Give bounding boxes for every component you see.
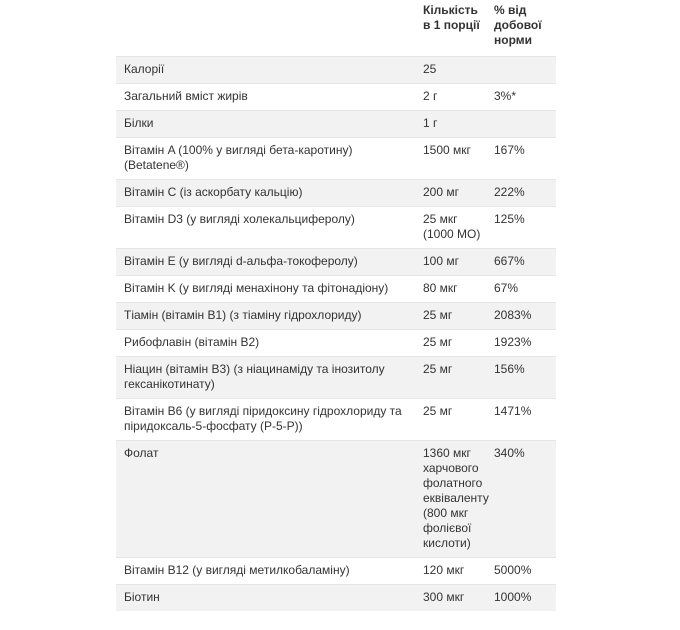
- table-row: [116, 83, 556, 110]
- nutrient-amount: 25 мг: [423, 404, 453, 418]
- nutrient-amount: 200 мг: [423, 185, 459, 199]
- nutrient-amount: 1360 мкг харчового фолатного еквіваленту (800 мкг фолієвої кислоти): [423, 446, 489, 550]
- table-row: [116, 557, 556, 584]
- nutrient-amount: 25: [423, 62, 437, 76]
- table-row: [116, 248, 556, 275]
- nutrient-amount: 1 г: [423, 116, 438, 130]
- nutrient-amount: 25 мкг (1000 МО): [423, 212, 481, 241]
- nutrient-amount: 80 мкг: [423, 281, 458, 295]
- nutrient-name: Вітамін C (із аскорбату кальцію): [124, 185, 303, 199]
- nutrient-daily-value: 1000%: [494, 590, 532, 604]
- nutrient-amount: 2 г: [423, 89, 438, 103]
- nutrient-name: Вітамін E (у вигляді d-альфа-токоферолу): [124, 254, 358, 268]
- nutrient-amount: 100 мг: [423, 254, 459, 268]
- nutrient-daily-value: 2083%: [494, 308, 532, 322]
- nutrient-daily-value: 1923%: [494, 335, 532, 349]
- nutrient-name: Рибофлавін (вітамін B2): [124, 335, 260, 349]
- nutrient-name: Біотин: [124, 590, 160, 604]
- nutrient-name: Загальний вміст жирів: [124, 89, 248, 103]
- nutrient-name: Калорії: [124, 62, 165, 76]
- header-daily-value: % від добової норми: [494, 3, 542, 47]
- nutrient-amount: 25 мг: [423, 362, 453, 376]
- table-row: [116, 56, 556, 83]
- nutrient-name: Вітамін B6 (у вигляді піридоксину гідрохлориду та піридоксаль-5-фосфату (P-5-P)): [124, 404, 402, 433]
- nutrient-name: Вітамін K (у вигляді менахінону та фітонадіону): [124, 281, 389, 295]
- nutrient-amount: 300 мкг: [423, 590, 465, 604]
- table-row: [116, 179, 556, 206]
- table-row: [116, 137, 556, 179]
- nutrient-name: Вітамін A (100% у вигляді бета-каротину) (Betatene®): [124, 143, 353, 172]
- nutrient-amount: 120 мкг: [423, 563, 465, 577]
- nutrient-daily-value: 167%: [494, 143, 525, 157]
- nutrient-daily-value: [488, 111, 556, 137]
- nutrient-daily-value: 125%: [494, 212, 525, 226]
- nutrient-daily-value: [488, 57, 556, 83]
- table-row: [116, 110, 556, 137]
- nutrient-daily-value: 5000%: [494, 563, 532, 577]
- nutrient-amount: 1500 мкг: [423, 143, 471, 157]
- table-header-row: [116, 0, 556, 56]
- table-row: [116, 275, 556, 302]
- nutrient-daily-value: 667%: [494, 254, 525, 268]
- nutrient-daily-value: 3%*: [494, 89, 517, 103]
- nutrition-table: [116, 0, 556, 611]
- nutrient-daily-value: 156%: [494, 362, 525, 376]
- nutrient-daily-value: 222%: [494, 185, 525, 199]
- nutrient-daily-value: 1471%: [494, 404, 532, 418]
- nutrient-name: Фолат: [124, 446, 159, 460]
- table-row: [116, 356, 556, 398]
- nutrient-amount: 25 мг: [423, 308, 453, 322]
- nutrient-name: Вітамін B12 (у вигляді метилкобаламіну): [124, 563, 350, 577]
- table-row: [116, 584, 556, 611]
- nutrient-name: Ніацин (вітамін B3) (з ніацинаміду та інозитолу гексанікотинату): [124, 362, 385, 391]
- nutrient-daily-value: 67%: [494, 281, 519, 295]
- nutrient-amount: 25 мг: [423, 335, 453, 349]
- nutrient-name: Вітамін D3 (у вигляді холекальциферолу): [124, 212, 355, 226]
- table-row: [116, 206, 556, 248]
- table-row: [116, 329, 556, 356]
- table-row: [116, 440, 556, 557]
- table-row: [116, 302, 556, 329]
- nutrient-name: Тіамін (вітамін B1) (з тіаміну гідрохлориду): [124, 308, 362, 322]
- nutrient-daily-value: 340%: [494, 446, 525, 460]
- nutrient-name: Білки: [124, 116, 154, 130]
- table-row: [116, 398, 556, 440]
- header-amount: Кількість в 1 порції: [423, 3, 480, 32]
- header-name: [116, 0, 416, 56]
